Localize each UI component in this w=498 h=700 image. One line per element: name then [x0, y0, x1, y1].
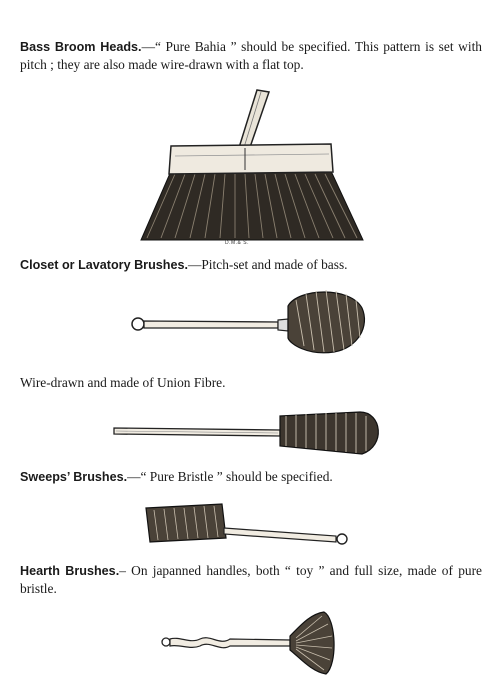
wire-drawn-brush-illustration: [110, 402, 390, 462]
sweeps-brush-illustration: [140, 498, 355, 554]
paragraph-hearth-brushes: [20, 562, 482, 597]
heading-hearth-brushes: Hearth Brushes.: [20, 564, 120, 578]
paragraph-closet-brushes: [20, 256, 482, 274]
heading-bass-broom-heads: Bass Broom Heads.: [20, 40, 142, 54]
engraver-mark: D.M.& S.: [225, 240, 250, 246]
closet-brush-illustration: [128, 286, 368, 358]
paragraph-bass-broom-heads: [20, 38, 482, 73]
paragraph-wire-drawn: [20, 374, 482, 391]
heading-sweeps-brushes: Sweeps’ Brushes.: [20, 470, 128, 484]
broom-head-illustration: [135, 86, 365, 246]
text-wire-drawn: Wire-drawn and made of Union Fibre.: [20, 375, 226, 390]
text-closet-brushes: —Pitch-set and made of bass.: [187, 257, 348, 272]
text-hearth-brushes: – On japanned handles, both “ toy ” and full size, made of pure bristle.: [20, 563, 482, 596]
paragraph-sweeps-brushes: [20, 468, 482, 486]
heading-closet-brushes: Closet or Lavatory Brushes.: [20, 258, 188, 272]
text-sweeps-brushes: —“ Pure Bristle ” should be specified.: [127, 469, 333, 484]
hearth-brush-illustration: [160, 608, 340, 680]
text-bass-broom-heads: —“ Pure Bahia ” should be specified. This pattern is set with pitch ; they are also made wire-drawn with a flat top.: [20, 39, 482, 72]
